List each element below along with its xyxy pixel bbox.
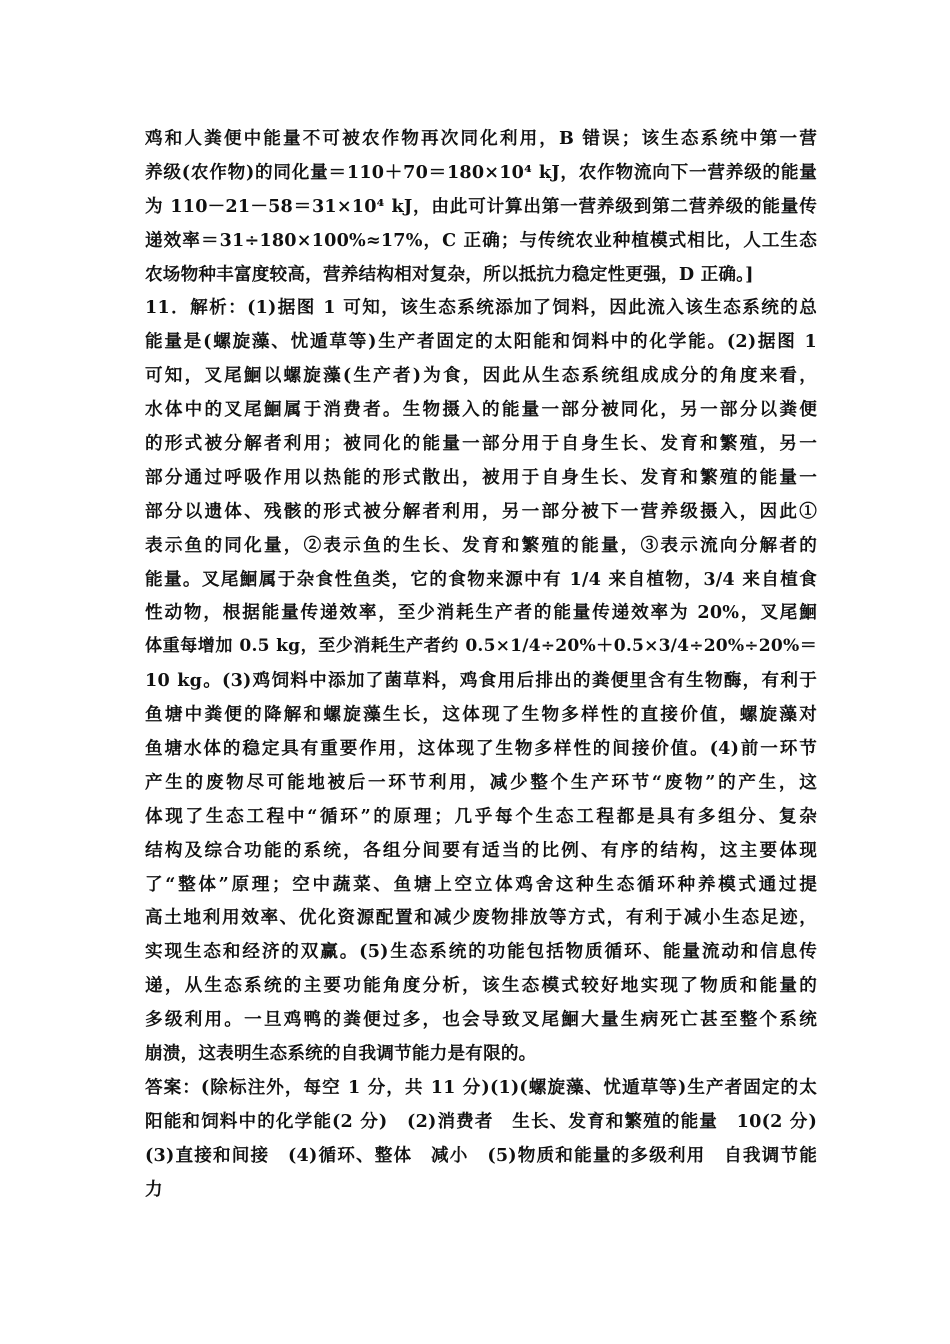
text-line: 多级利用。一旦鸡鸭的粪便过多，也会导致叉尾鮰大量生病死亡甚至整个系统 <box>145 1009 817 1031</box>
text-line: 体重每增加 0.5 kg，至少消耗生产者约 0.5×1/4÷20%＋0.5×3/4÷20%÷20%＝ <box>145 636 817 657</box>
text-line: 水体中的叉尾鮰属于消费者。生物摄入的能量一部分被同化，另一部分以粪便 <box>145 399 817 421</box>
text-line: 部分以遗体、残骸的形式被分解者利用，另一部分被下一营养级摄入，因此① <box>145 500 817 522</box>
text-line: 实现生态和经济的双赢。(5)生态系统的功能包括物质循环、能量流动和信息传 <box>145 941 817 963</box>
text-line: 11．解析：(1)据图 1 可知，该生态系统添加了饲料，因此流入该生态系统的总 <box>145 297 817 319</box>
text-line: 表示鱼的同化量，②表示鱼的生长、发育和繁殖的能量，③表示流向分解者的 <box>145 534 817 556</box>
text-line: 高土地利用效率、优化资源配置和减少废物排放等方式，有利于减小生态足迹， <box>145 907 817 929</box>
text-line: 体现了生态工程中“循环”的原理；几乎每个生态工程都是具有多组分、复杂 <box>145 805 817 827</box>
text-line: 了“整体”原理；空中蔬菜、鱼塘上空立体鸡舍这种生态循环种养模式通过提 <box>145 873 817 895</box>
text-line: 部分通过呼吸作用以热能的形式散出，被用于自身生长、发育和繁殖的能量一 <box>145 466 817 488</box>
text-line: 产生的废物尽可能地被后一环节利用，减少整个生产环节“废物”的产生，这 <box>145 771 817 793</box>
text-line: 能量是(螺旋藻、忧遁草等)生产者固定的太阳能和饲料中的化学能。(2)据图 1 <box>145 331 817 353</box>
answer-line: 阳能和饲料中的化学能(2 分) (2)消费者 生长、发育和繁殖的能量 10(2 分) <box>145 1110 817 1132</box>
text-line: 为 110－21－58＝31×10⁴ kJ，由此可计算出第一营养级到第二营养级的能量传 <box>145 195 817 217</box>
text-line: 能量。叉尾鮰属于杂食性鱼类，它的食物来源中有 1/4 来自植物，3/4 来自植食 <box>145 568 817 590</box>
text-line: 可知，叉尾鮰以螺旋藻(生产者)为食，因此从生态系统组成成分的角度来看， <box>145 365 817 387</box>
document-page <box>145 122 817 1207</box>
text-line: 递，从生态系统的主要功能角度分析，该生态模式较好地实现了物质和能量的 <box>145 975 817 997</box>
text-line: 10 kg。(3)鸡饲料中添加了菌草料，鸡食用后排出的粪便里含有生物酶，有利于 <box>145 670 817 692</box>
text-line: 崩溃，这表明生态系统的自我调节能力是有限的。 <box>145 1043 537 1065</box>
text-line: 结构及综合功能的系统，各组分间要有适当的比例、有序的结构，这主要体现 <box>145 839 817 861</box>
answer-line: 答案：(除标注外，每空 1 分，共 11 分)(1)(螺旋藻、忧遁草等)生产者固定的太 <box>145 1076 817 1098</box>
text-line: 递效率＝31÷180×100%≈17%，C 正确；与传统农业种植模式相比，人工生态 <box>145 229 817 251</box>
text-line: 农场物种丰富度较高，营养结构相对复杂，所以抵抗力稳定性更强，D 正确。] <box>145 263 754 285</box>
text-line: 鸡和人粪便中能量不可被农作物再次同化利用，B 错误；该生态系统中第一营 <box>145 128 817 149</box>
answer-line: (3)直接和间接 (4)循环、整体 减小 (5)物质和能量的多级利用 自我调节能 <box>145 1144 817 1166</box>
text-line: 养级(农作物)的同化量＝110＋70＝180×10⁴ kJ，农作物流向下一营养级的能量 <box>145 161 817 183</box>
text-line: 性动物，根据能量传递效率，至少消耗生产者的能量传递效率为 20%，叉尾鮰 <box>145 602 817 624</box>
text-line: 鱼塘水体的稳定具有重要作用，这体现了生物多样性的间接价值。(4)前一环节 <box>145 738 817 760</box>
text-line: 的形式被分解者利用；被同化的能量一部分用于自身生长、发育和繁殖，另一 <box>145 433 817 455</box>
answer-line: 力 <box>145 1178 163 1200</box>
text-line: 鱼塘中粪便的降解和螺旋藻生长，这体现了生物多样性的直接价值，螺旋藻对 <box>145 704 817 726</box>
